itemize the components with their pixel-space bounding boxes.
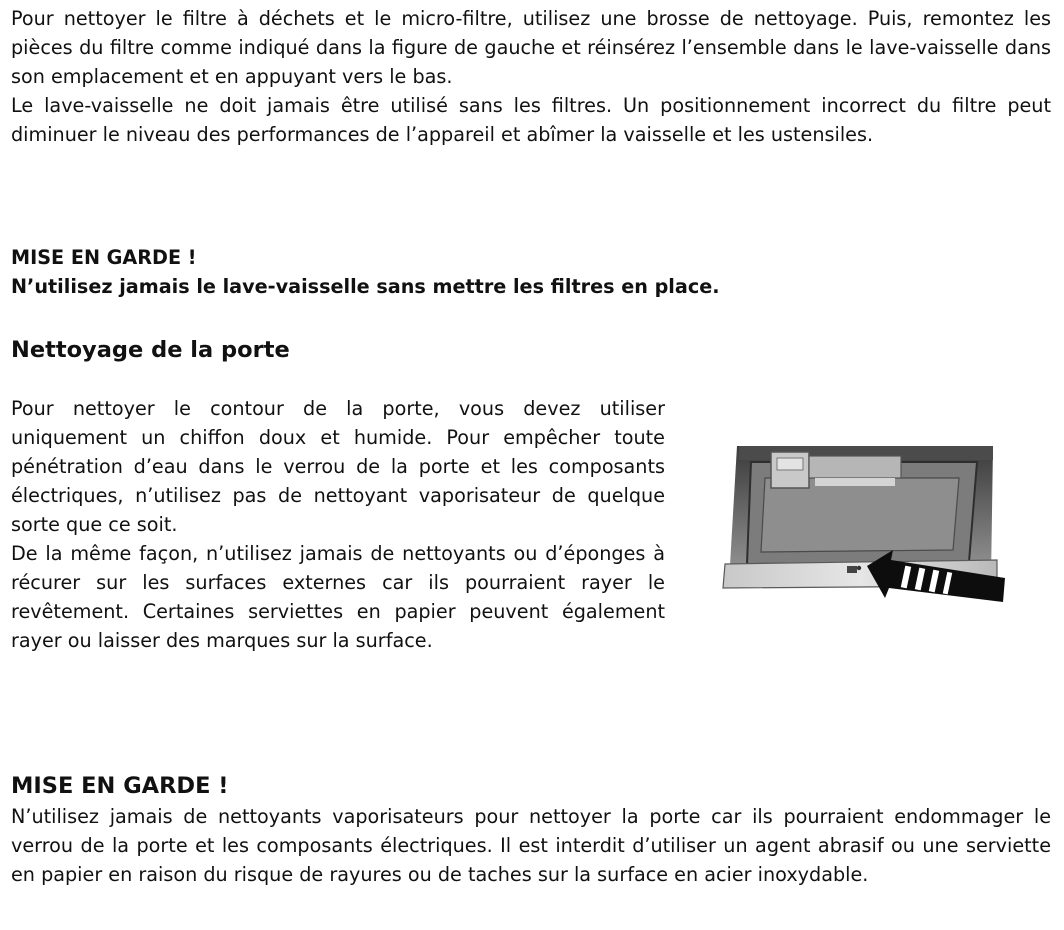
intro-paragraph-2: Le lave-vaisselle ne doit jamais être utilisé sans les filtres. Un positionnement incorrect du filtre peut diminuer le niveau des performances de l’appareil et abîmer la vaisselle et les ustensiles.: [11, 94, 1051, 146]
dishwasher-door-illustration: [707, 438, 1013, 614]
filter-cleaning-text: [11, 4, 1051, 149]
intro-paragraph-1: Pour nettoyer le filtre à déchets et le micro-filtre, utilisez une brosse de nettoyage. Puis, remontez les pièces du filtre comme indiqué dans la figure de gauche et réinsérez l’ensemble dans le lave-vaisselle dans son emplacement et en appuyant vers le bas.: [11, 7, 1051, 88]
door-paragraph-1: Pour nettoyer le contour de la porte, vous devez utiliser uniquement un chiffon doux et humide. Pour empêcher toute pénétration d’eau dans le verrou de la porte et les composants électriques, n’utilisez pas de nettoyant vaporisateur de quelque sorte que ce soit.: [11, 397, 665, 536]
warning-1-title: MISE EN GARDE !: [11, 246, 197, 269]
door-cleaning-text: [11, 394, 665, 655]
door-paragraph-2: De la même façon, n’utilisez jamais de nettoyants ou d’éponges à récurer sur les surfaces externes car ils pourraient rayer le revêtement. Certaines serviettes en papier peuvent également rayer ou laisser des marques sur la surface.: [11, 542, 665, 652]
warning-1-text: N’utilisez jamais le lave-vaisselle sans mettre les filtres en place.: [11, 275, 720, 298]
warning-2-title: MISE EN GARDE !: [11, 773, 229, 799]
filters-warning: [11, 243, 1051, 301]
warning-2-text: N’utilisez jamais de nettoyants vaporisateurs pour nettoyer la porte car ils pourraient endommager le verrou de la porte et les composants électriques. Il est interdit d’utiliser un agent abrasif ou une serviette en papier en raison du risque de rayures ou de taches sur la surface en acier inoxydable.: [11, 805, 1051, 886]
door-cleaning-heading: Nettoyage de la porte: [11, 337, 290, 363]
